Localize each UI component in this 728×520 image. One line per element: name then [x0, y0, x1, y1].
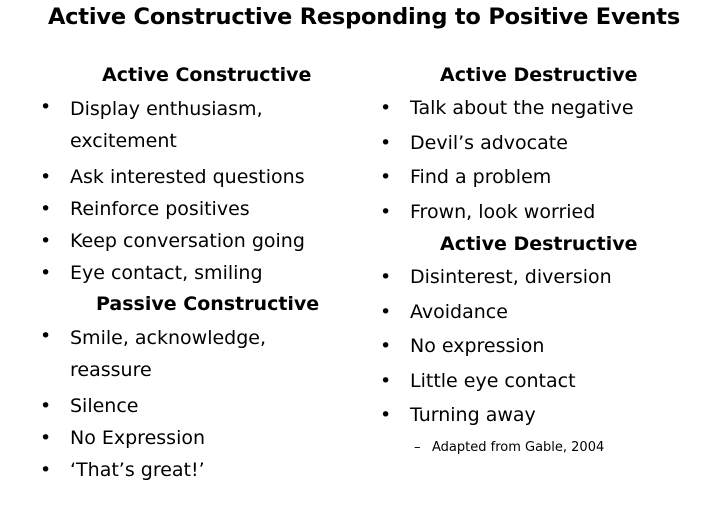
item-text: Silence — [70, 395, 139, 417]
bullet-icon: • — [380, 266, 392, 288]
item-text: No expression — [410, 335, 545, 357]
left-column — [40, 60, 340, 486]
section-heading-active-constructive: Active Constructive — [102, 64, 312, 86]
list-item — [40, 320, 340, 390]
item-text: Reinforce positives — [70, 198, 250, 220]
passive-constructive-list — [40, 320, 340, 486]
bullet-icon: • — [380, 369, 392, 392]
list-item — [40, 225, 340, 257]
dash-icon: – — [414, 439, 421, 455]
bullet-icon: • — [380, 335, 392, 357]
list-item — [380, 398, 680, 433]
list-item — [380, 195, 680, 230]
bullet-icon: • — [380, 404, 392, 426]
active-destructive-list-2 — [380, 260, 680, 433]
list-item — [380, 160, 680, 195]
bullet-icon: • — [40, 325, 52, 347]
list-item — [40, 161, 340, 193]
item-text: Disinterest, diversion — [410, 266, 612, 288]
list-item — [380, 91, 680, 126]
item-text: Devil’s advocate — [410, 131, 568, 154]
item-text: Smile, acknowledge, reassure — [70, 327, 267, 381]
bullet-icon: • — [40, 198, 52, 220]
list-item — [380, 126, 680, 161]
right-column — [380, 60, 680, 463]
active-destructive-list — [380, 91, 680, 229]
citation — [380, 433, 680, 463]
list-item — [40, 91, 340, 161]
bullet-icon: • — [40, 262, 52, 284]
list-item — [40, 422, 340, 454]
item-text: Display enthusiasm, excitement — [70, 98, 263, 152]
item-text: Little eye contact — [410, 369, 576, 392]
citation-text: Adapted from Gable, 2004 — [432, 439, 605, 455]
list-item — [40, 454, 340, 486]
slide-title: Active Constructive Responding to Positive Events — [47, 4, 681, 30]
item-text: Frown, look worried — [410, 200, 596, 223]
list-item — [380, 329, 680, 364]
item-text: Find a problem — [410, 166, 552, 188]
bullet-icon: • — [380, 300, 392, 323]
item-text: Keep conversation going — [70, 230, 305, 252]
bullet-icon: • — [40, 96, 52, 118]
item-text: Avoidance — [410, 300, 508, 323]
bullet-icon: • — [380, 131, 392, 154]
active-constructive-list — [40, 91, 340, 289]
section-heading-passive-constructive: Passive Constructive — [96, 293, 320, 315]
list-item — [380, 295, 680, 330]
item-text: Turning away — [410, 404, 536, 426]
list-item — [40, 193, 340, 225]
bullet-icon: • — [380, 200, 392, 223]
bullet-icon: • — [380, 166, 392, 188]
list-item — [380, 364, 680, 399]
item-text: Ask interested questions — [70, 166, 305, 188]
list-item — [380, 260, 680, 295]
bullet-icon: • — [40, 166, 52, 188]
item-text: Eye contact, smiling — [70, 262, 263, 284]
bullet-icon: • — [40, 395, 52, 417]
bullet-icon: • — [40, 459, 52, 481]
bullet-icon: • — [40, 230, 52, 252]
section-heading-active-destructive-2: Active Destructive — [440, 233, 638, 255]
item-text: No Expression — [70, 427, 206, 449]
bullet-icon: • — [40, 427, 52, 449]
item-text: ‘That’s great!’ — [70, 459, 205, 481]
bullet-icon: • — [380, 97, 392, 119]
list-item — [40, 390, 340, 422]
list-item — [40, 257, 340, 289]
section-heading-active-destructive: Active Destructive — [440, 64, 638, 86]
item-text: Talk about the negative — [410, 97, 634, 119]
